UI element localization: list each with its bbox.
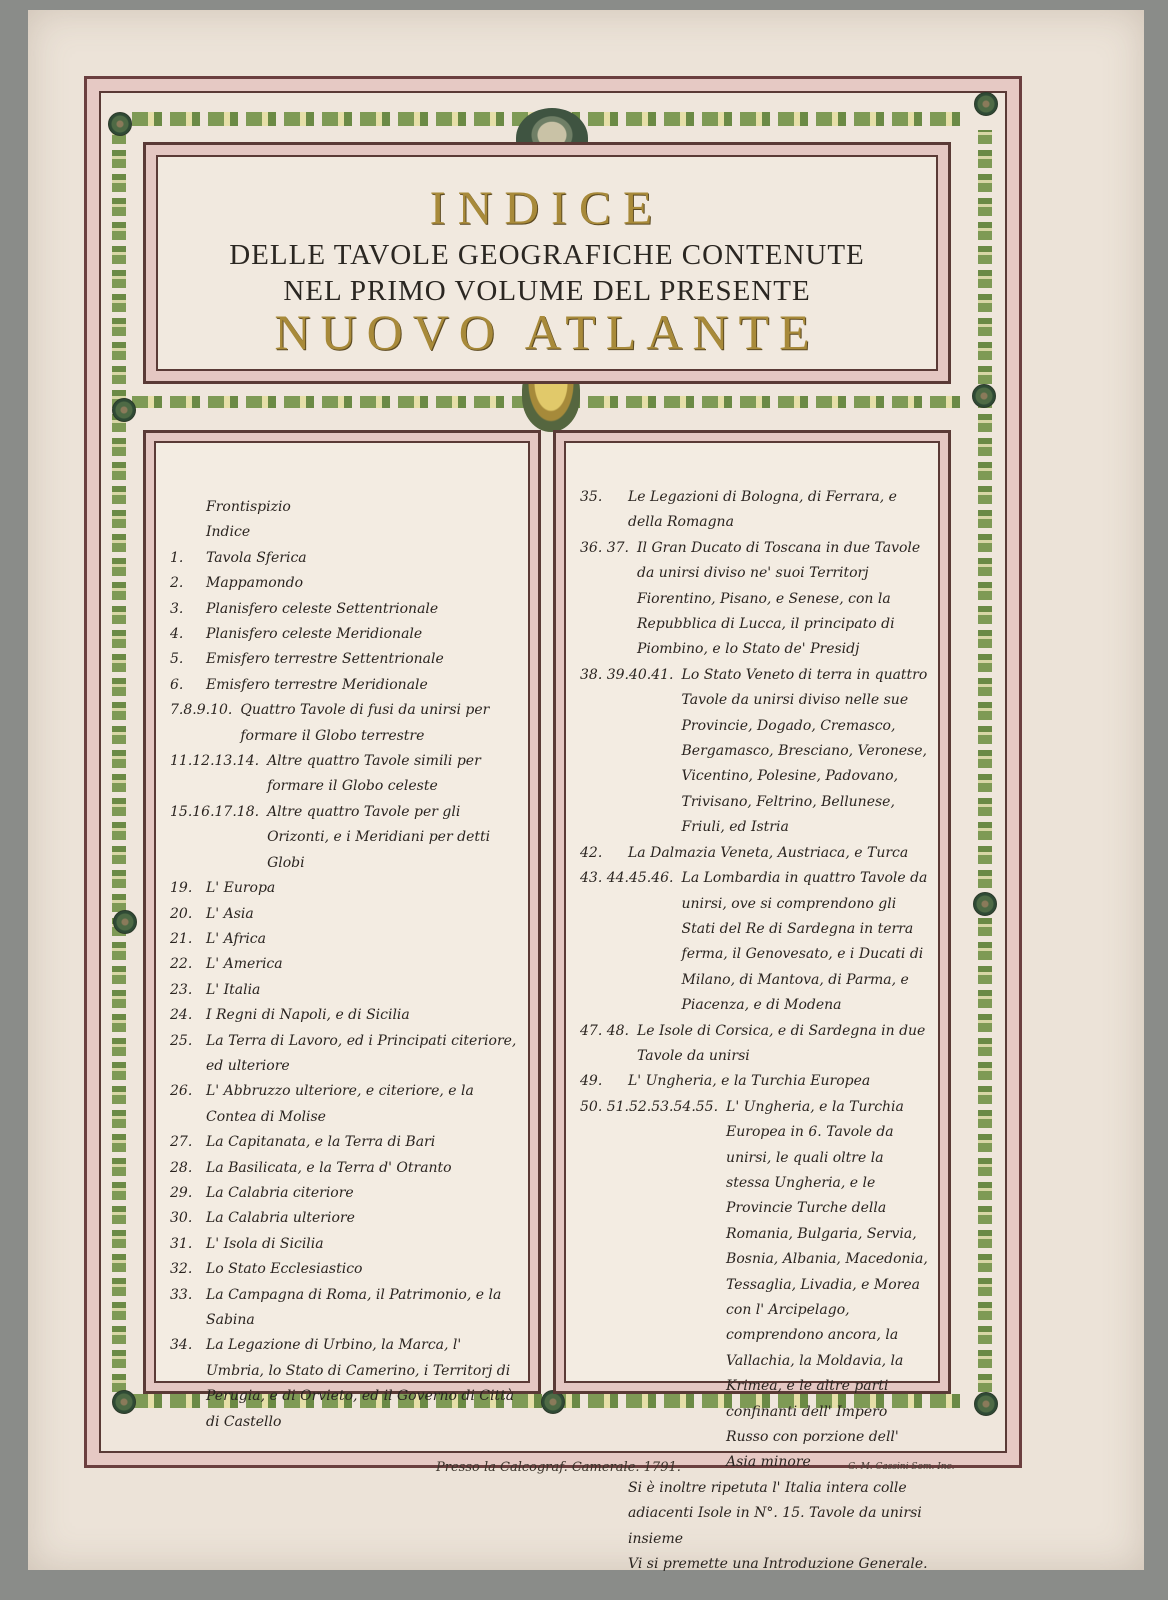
- index-entry: [580, 663, 928, 841]
- index-entry: [170, 1181, 518, 1206]
- index-entry: [580, 866, 928, 1018]
- entry-text: Indice: [206, 524, 251, 541]
- rosette-left-middle: [113, 910, 137, 934]
- entry-number: 25.: [170, 1032, 193, 1049]
- entry-text: La Campagna di Roma, il Patrimonio, e la Sabina: [206, 1286, 502, 1328]
- entry-text: Si è inoltre ripetuta l' Italia intera colle adiacenti Isole in N°. 15. Tavole da unirsi insieme: [628, 1479, 922, 1547]
- index-entry: [580, 1019, 928, 1070]
- entry-text: Il Gran Ducato di Toscana in due Tavole da unirsi diviso ne' suoi Territorj Fiorentino, Pisano, e Senese, con la Repubblica di Lucca, il principato di Piombino, e lo Stato de' Presidj: [636, 539, 921, 658]
- index-entry: [580, 1069, 928, 1094]
- rosette-top-right: [974, 92, 998, 116]
- entry-number: 27.: [170, 1134, 193, 1151]
- entry-text: Mappamondo: [206, 575, 304, 592]
- entry-number: 28.: [170, 1159, 193, 1176]
- entry-number: 50. 51.52.53.54.55.: [580, 1098, 719, 1115]
- entry-number: [170, 495, 206, 520]
- entry-text: Frontispizio: [206, 499, 291, 515]
- left-entries-list: [170, 495, 518, 1435]
- entry-text: Le Isole di Corsica, e di Sardegna in due Tavole da unirsi: [636, 1022, 926, 1064]
- entry-number: 4.: [170, 626, 184, 643]
- entry-number: 15.16.17.18.: [170, 803, 260, 820]
- entry-text: L' Ungheria, e la Turchia Europea in 6. Tavole da unirsi, le quali oltre la stessa Ungheria, e le Provincie Turche della Romania, Bulgaria, Servia, Bosnia, Albania, Macedonia, Tessaglia, Livadia, e Morea con l' Arcipelago, comprendono ancora, la Vallachia, la Moldavia, la Krimea, e le altre parti confinanti dell' Impero Russo con porzione dell' Asia minore: [726, 1098, 928, 1471]
- publisher-imprint: Presso la Calcograf. Camerale. 1791.: [436, 1460, 681, 1475]
- entry-number: 2.: [170, 575, 184, 592]
- index-entry: [170, 1283, 518, 1334]
- entry-number: 20.: [170, 905, 193, 922]
- rosette-mid-right: [972, 384, 996, 408]
- entry-number: 43. 44.45.46.: [580, 870, 674, 887]
- index-entry: [170, 698, 518, 749]
- entry-number: 22.: [170, 956, 193, 973]
- entry-text: Planisfero celeste Meridionale: [206, 626, 423, 643]
- entry-text: Altre quattro Tavole simili per formare il Globo celeste: [267, 753, 481, 795]
- entry-number: 47. 48.: [580, 1022, 629, 1039]
- rosette-top-left: [108, 112, 132, 136]
- index-entry: [170, 673, 518, 698]
- entry-number: [170, 520, 206, 545]
- entry-number: 42.: [580, 844, 603, 861]
- index-entry: [170, 571, 518, 596]
- entry-number: 36. 37.: [580, 539, 629, 556]
- title-nuovo-atlante: NUOVO ATLANTE: [274, 304, 820, 360]
- title-panel: [143, 142, 951, 384]
- index-entry: [580, 485, 928, 536]
- entry-number: 26.: [170, 1083, 193, 1100]
- index-entry: [170, 876, 518, 901]
- entry-text: Quattro Tavole di fusi da unirsi per formare il Globo terrestre: [240, 702, 490, 744]
- entry-number: 23.: [170, 981, 193, 998]
- entry-text: La Calabria citeriore: [206, 1184, 354, 1201]
- index-entry: [170, 546, 518, 571]
- index-entry: [170, 800, 518, 876]
- entry-text: L' Ungheria, e la Turchia Europea: [628, 1073, 871, 1090]
- entry-text: La Lombardia in quattro Tavole da unirsi, ove si comprendono gli Stati del Re di Sardegna in terra ferma, il Genovesato, e i Ducati di Milano, di Mantova, di Parma, e Piacenza, e di Modena: [681, 870, 928, 1014]
- left-column-panel: [143, 430, 541, 1430]
- entry-text: Lo Stato Veneto di terra in quattro Tavole da unirsi diviso nelle sue Provincie, Dogado, Cremasco, Bergamasco, Bresciano, Veronese, Vicentino, Polesine, Padovano, Trivisano, Feltrino, Bellunese, Friuli, ed Istria: [681, 666, 928, 836]
- entry-number: 33.: [170, 1286, 193, 1303]
- right-vine-border: [978, 130, 992, 1392]
- index-entry: [170, 1003, 518, 1028]
- index-entry: [170, 1029, 518, 1080]
- entry-text: Tavola Sferica: [206, 549, 307, 566]
- index-entry: [170, 1079, 518, 1130]
- subtitle-line-2: NEL PRIMO VOLUME DEL PRESENTE: [283, 275, 811, 307]
- index-entry: [170, 495, 518, 520]
- entry-number: 34.: [170, 1337, 193, 1354]
- entry-text: L' Italia: [206, 981, 261, 998]
- entry-number: 6.: [170, 676, 184, 693]
- entry-text: L' Africa: [206, 930, 266, 947]
- entry-text: La Capitanata, e la Terra di Bari: [206, 1134, 436, 1151]
- entry-text: Vi si premette una Introduzione Generale.: [628, 1556, 928, 1573]
- entry-number: 7.8.9.10.: [170, 702, 233, 719]
- entry-number: 30.: [170, 1210, 193, 1227]
- left-column-inner: [154, 441, 530, 1430]
- entry-text: Emisfero terrestre Settentrionale: [206, 651, 444, 668]
- entry-number: 32.: [170, 1261, 193, 1278]
- entry-text: L' Abbruzzo ulteriore, e citeriore, e la Contea di Molise: [206, 1083, 474, 1125]
- index-entry: [580, 536, 928, 663]
- entry-text: La Dalmazia Veneta, Austriaca, e Turca: [628, 844, 909, 861]
- entry-text: Planisfero celeste Settentrionale: [206, 600, 439, 617]
- index-entry: [170, 902, 518, 927]
- entry-text: Lo Stato Ecclesiastico: [206, 1261, 363, 1278]
- index-entry: [580, 1476, 928, 1552]
- entry-text: L' America: [206, 956, 283, 973]
- index-entry: [170, 622, 518, 647]
- entry-text: La Basilicata, e la Terra d' Otranto: [206, 1159, 452, 1176]
- index-entry: [580, 1552, 928, 1577]
- entry-number: 19.: [170, 880, 193, 897]
- index-entry: [170, 749, 518, 800]
- entry-text: I Regni di Napoli, e di Sicilia: [206, 1007, 410, 1024]
- index-entry: [170, 1257, 518, 1282]
- entry-number: 3.: [170, 600, 184, 617]
- index-entry: [170, 978, 518, 1003]
- index-entry: [170, 647, 518, 672]
- rosette-bottom-right: [974, 1392, 998, 1416]
- entry-text: La Legazione di Urbino, la Marca, l' Umbria, lo Stato di Camerino, i Territorj di Perugia, e di Orvieto, ed il Governo di Città di Castello: [206, 1337, 515, 1430]
- index-entry: [170, 952, 518, 977]
- entry-number: 35.: [580, 489, 603, 505]
- entry-number: 38. 39.40.41.: [580, 666, 674, 683]
- entry-number: [580, 1476, 628, 1552]
- rosette-mid-left: [112, 398, 136, 422]
- index-entry: [580, 1095, 928, 1476]
- subtitle-line-1: DELLE TAVOLE GEOGRAFICHE CONTENUTE: [229, 239, 865, 271]
- index-entry: [170, 1206, 518, 1231]
- engraver-credit: G. M. Cassini Som. Inc.: [848, 1462, 955, 1472]
- index-entry: [580, 841, 928, 866]
- entry-text: Altre quattro Tavole per gli Orizonti, e i Meridiani per detti Globi: [267, 803, 491, 871]
- index-entry: [170, 597, 518, 622]
- entry-text: L' Isola di Sicilia: [206, 1235, 324, 1252]
- entry-text: Le Legazioni di Bologna, di Ferrara, e della Romagna: [628, 489, 897, 531]
- index-entry: [170, 1232, 518, 1257]
- index-entry: [170, 1130, 518, 1155]
- entry-number: 1.: [170, 549, 184, 566]
- entry-number: [580, 1552, 628, 1577]
- entry-number: 5.: [170, 651, 184, 668]
- title-panel-inner: [156, 155, 938, 371]
- entry-number: 31.: [170, 1235, 193, 1252]
- entry-number: 49.: [580, 1073, 603, 1090]
- index-entry: [170, 1156, 518, 1181]
- index-entry: [170, 520, 518, 545]
- left-vine-border: [112, 130, 126, 1392]
- entry-number: 24.: [170, 1007, 193, 1024]
- entry-number: 11.12.13.14.: [170, 753, 260, 770]
- title-indice: INDICE: [429, 182, 665, 235]
- rosette-right-middle: [973, 892, 997, 916]
- entry-text: L' Europa: [206, 880, 276, 897]
- index-entry: [170, 927, 518, 952]
- entry-text: Emisfero terrestre Meridionale: [206, 676, 428, 693]
- rosette-bottom-left: [112, 1390, 136, 1414]
- entry-text: La Calabria ulteriore: [206, 1210, 355, 1227]
- right-entries-list: [580, 485, 928, 1577]
- entry-number: 21.: [170, 930, 193, 947]
- index-entry: [170, 1333, 518, 1435]
- entry-text: La Terra di Lavoro, ed i Principati citeriore, ed ulteriore: [206, 1032, 517, 1074]
- entry-number: 29.: [170, 1184, 193, 1201]
- entry-text: L' Asia: [206, 905, 254, 922]
